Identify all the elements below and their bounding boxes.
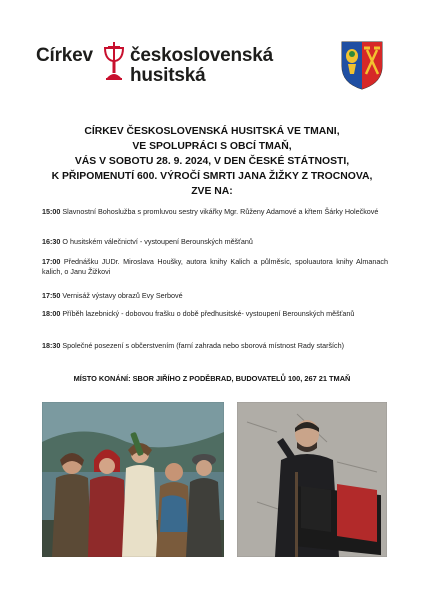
logo-word-cirkev: Církev	[36, 45, 93, 66]
schedule-time: 18:00	[42, 309, 61, 318]
venue-line: MÍSTO KONÁNÍ: SBOR JIŘÍHO Z PODĚBRAD, BUDOVATELŮ 100, 267 21 TMAŇ	[73, 374, 351, 383]
schedule-text: O husitském válečnictví - vystoupení Berounských měšťanů	[62, 237, 253, 246]
schedule-item	[42, 207, 388, 217]
municipal-coat-of-arms-icon	[340, 40, 384, 90]
performers-photo-image	[42, 402, 224, 557]
schedule-text: Vernisáž výstavy obrazů Evy Serbové	[62, 291, 183, 300]
photo-flag-bearer	[237, 402, 387, 557]
schedule-item	[42, 291, 388, 301]
logo-word-ceskoslovenska: československá	[130, 45, 273, 66]
logo-word-husitska: husitská	[130, 65, 206, 86]
schedule-time: 16:30	[42, 237, 61, 246]
schedule-time: 17:00	[42, 257, 61, 266]
invitation-heading	[30, 124, 394, 199]
schedule-text: Příběh lazebnický - dobovou frašku o době předhusitské- vystoupení Berounských měšťanů	[62, 309, 355, 318]
schedule-item	[42, 309, 388, 319]
chalice-icon	[102, 42, 126, 82]
schedule-text: Společné posezení s občerstvením (farní zahrada nebo sborová místnost Rady starších)	[62, 341, 345, 350]
church-logo	[36, 38, 273, 100]
schedule-item	[42, 237, 388, 247]
heading-line: CÍRKEV ČESKOSLOVENSKÁ HUSITSKÁ VE TMANI,	[84, 126, 340, 137]
schedule-time: 18:30	[42, 341, 61, 350]
flag-bearer-photo-image	[237, 402, 387, 557]
heading-line: VE SPOLUPRÁCI S OBCÍ TMAŇ,	[132, 141, 292, 152]
schedule-item	[42, 257, 388, 277]
schedule-text: Přednášku JUDr. Miroslava Houšky, autora knihy Kalich a půlměsíc, spoluautora knihy Almanach kalich, o Janu Žižkovi	[42, 257, 389, 277]
heading-line: ZVE NA:	[191, 186, 233, 197]
heading-line: VÁS V SOBOTU 28. 9. 2024, V DEN ČESKÉ STÁTNOSTI,	[74, 156, 350, 167]
heading-line: K PŘIPOMENUTÍ 600. VÝROČÍ SMRTI JANA ŽIŽKY Z TROCNOVA,	[51, 171, 373, 182]
photo-performers	[42, 402, 224, 557]
schedule-item	[42, 341, 388, 351]
schedule-time: 17:50	[42, 291, 61, 300]
schedule-time: 15:00	[42, 207, 61, 216]
schedule-text: Slavnostní Bohoslužba s promluvou sestry vikářky Mgr. Růženy Adamové a křtem Šárky Holečkové	[62, 207, 379, 216]
